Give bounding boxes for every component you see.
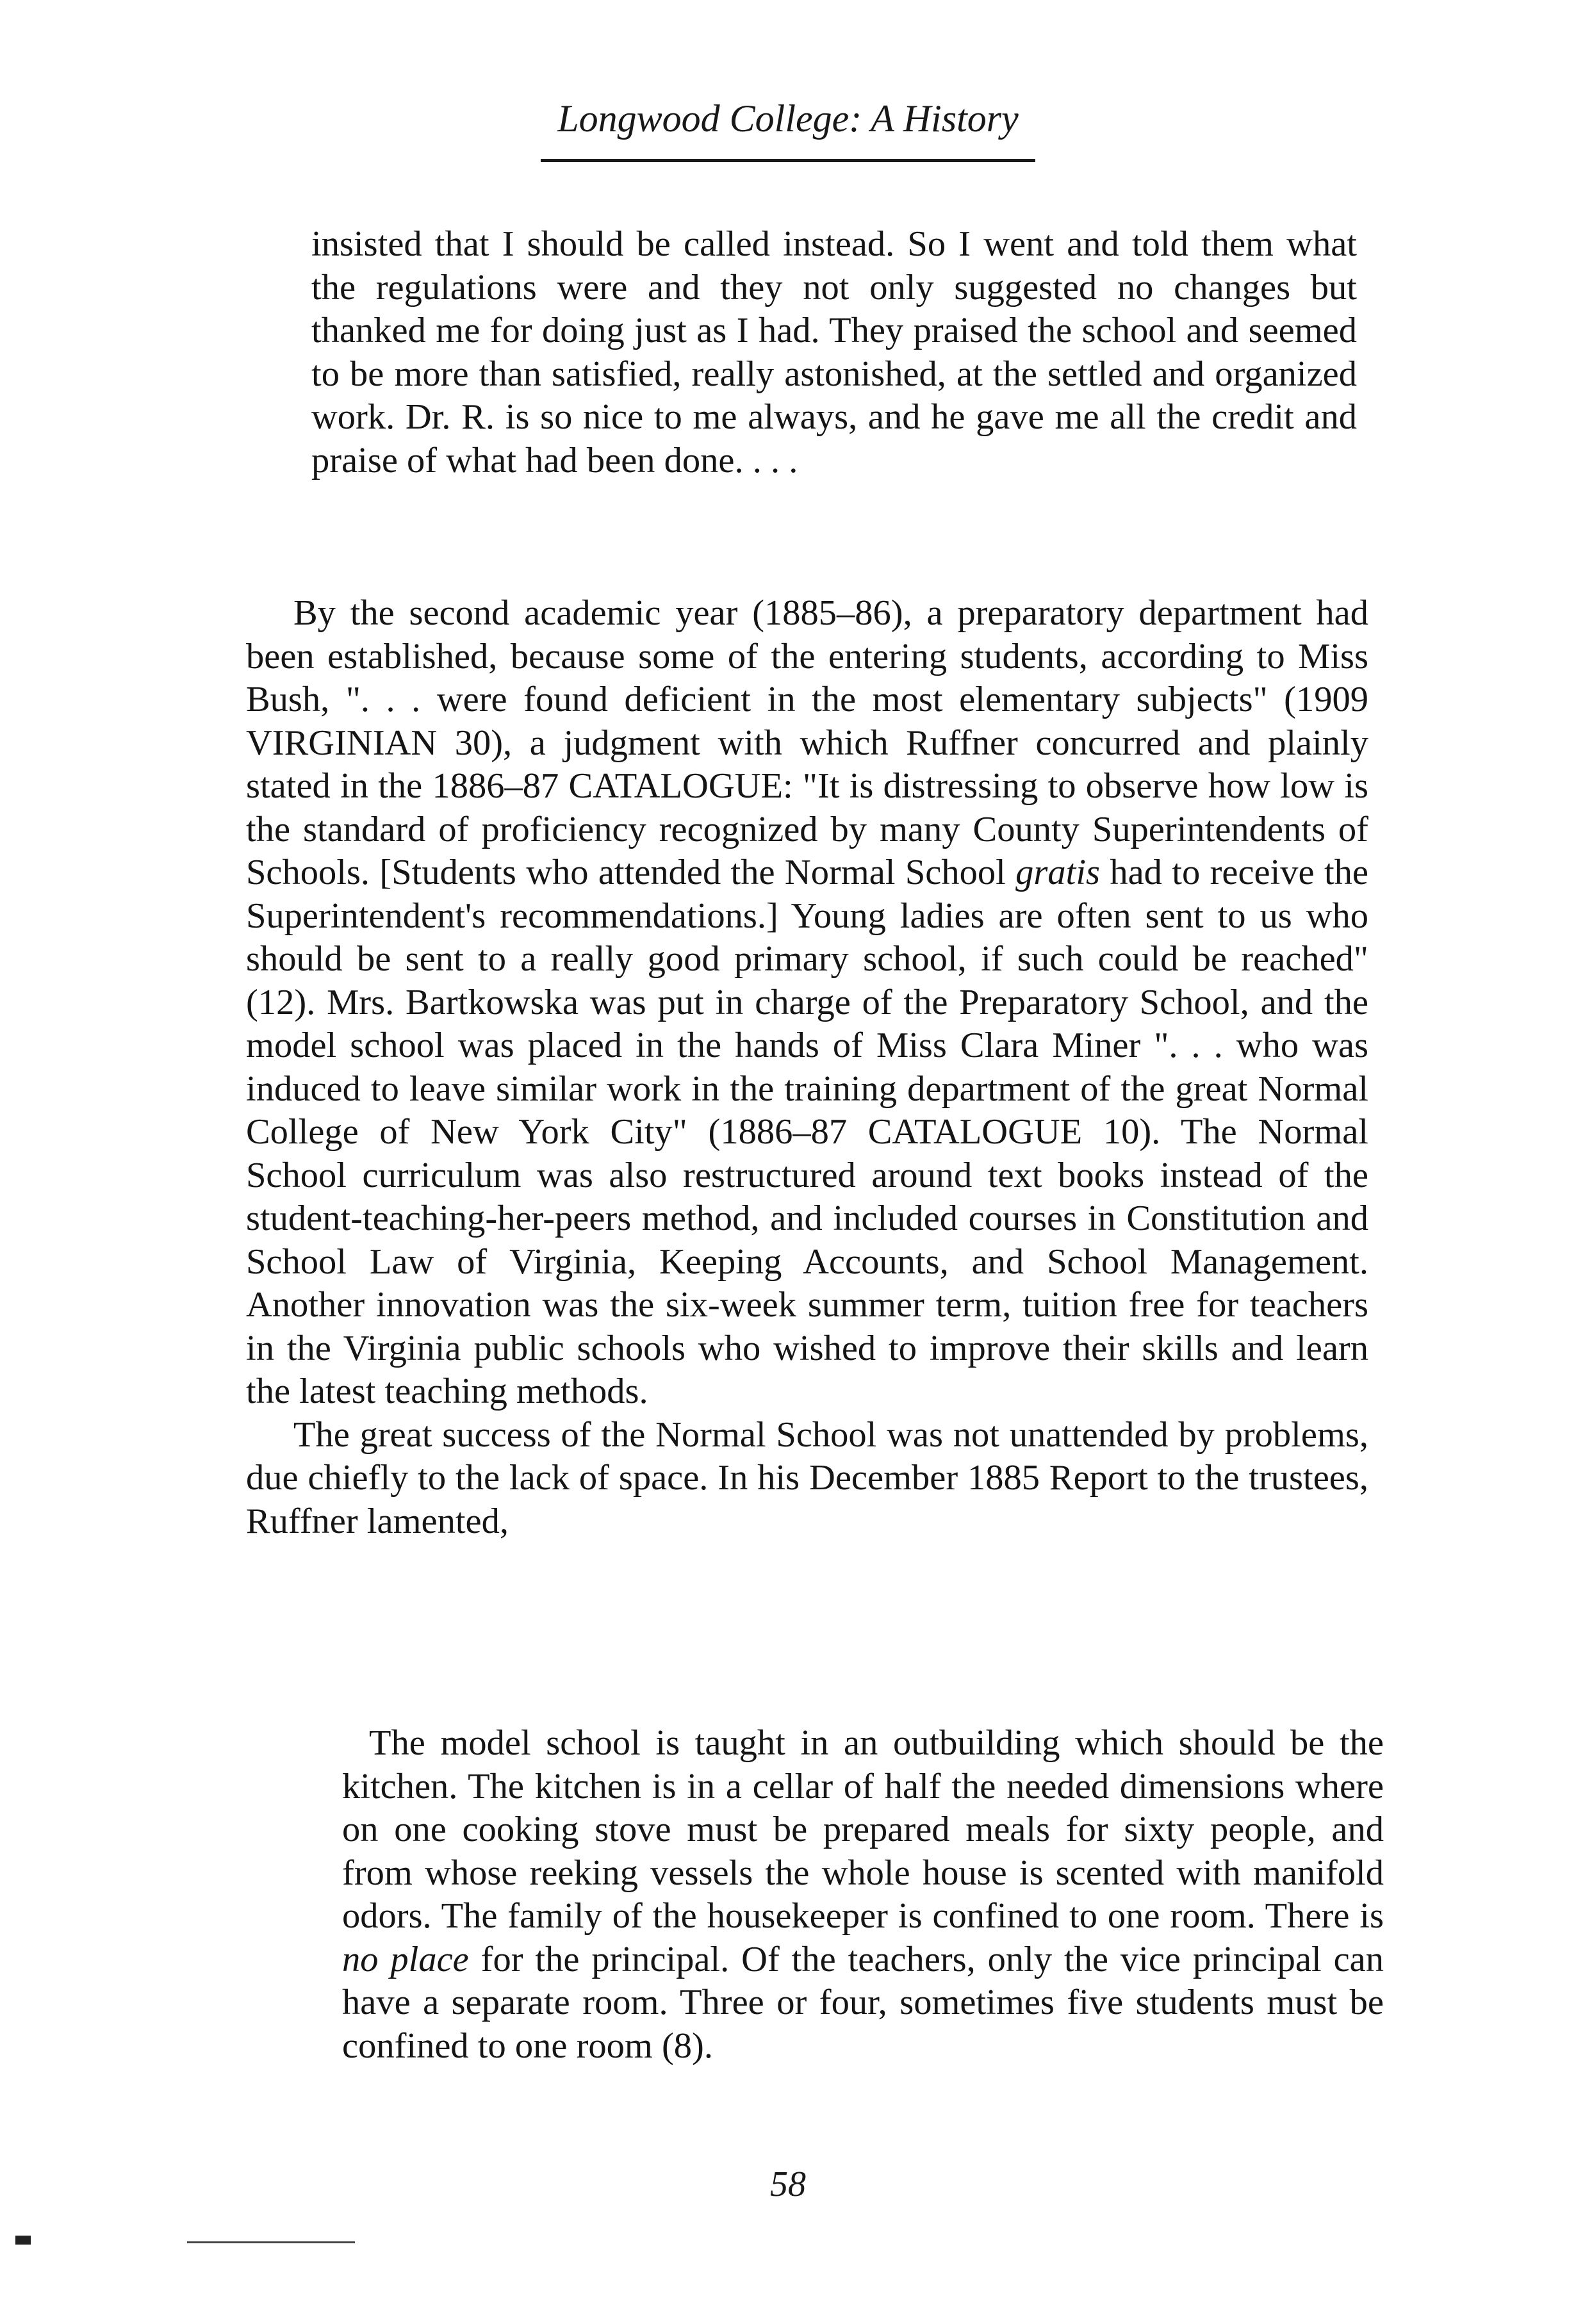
block-quote-bottom-part-1: The model school is taught in an outbuilding which should be the kitchen. The kitchen is in a cellar of half the needed dimensions where on one cooking stove must be prepared meals for sixty people, and from whose reeking vessels the whole house is scented with manifold odors. The family of the housekeeper is confined to one room. There is xyxy=(342,1723,1384,1936)
paragraph-1 xyxy=(246,592,1368,1414)
scan-artifact-rule xyxy=(187,2241,355,2243)
paragraph-2: The great success of the Normal School was not unattended by problems, due chiefly to the lack of space. In his December 1885 Report to the trustees, Ruffner lamented, xyxy=(246,1414,1368,1541)
block-quote-top xyxy=(311,223,1357,482)
paragraph-1-italic-term: gratis xyxy=(1015,853,1101,892)
block-quote-bottom-part-2: for the principal. Of the teachers, only the vice principal can have a separate room. Three or four, sometimes five students must be confined to one room (8). xyxy=(342,1939,1384,2066)
block-quote-bottom-text xyxy=(342,1722,1384,2068)
block-quote-bottom-italic-term: no place xyxy=(342,1939,469,1979)
scan-artifact-mark xyxy=(15,2236,31,2245)
paragraph-1-part-2: had to receive the Superintendent's recommendations.] Young ladies are often sent to us who should be sent to a really good primary school, if such could be reached" (12). Mrs. Bartkowska was put in charge of the Preparatory School, and the model school was placed in the hands of Miss Clara Miner ". . . who was induced to leave similar work in the training department of the great Normal College of New York City" (1886–87 CATALOGUE 10). The Normal School curriculum was also restructured around text books instead of the student-teaching-her-peers method, and included courses in Constitution and School Law of Virginia, Keeping Accounts, and School Management. Another innovation was the six-week summer term, tuition free for teachers in the Virginia public schools who wished to improve their skills and learn the latest teaching methods. xyxy=(246,853,1369,1411)
running-head: Longwood College: A History xyxy=(557,97,1019,140)
block-quote-bottom xyxy=(342,1722,1384,2068)
block-quote-top-text: insisted that I should be called instead. So I went and told them what the regulations were and they not only suggested no changes but thanked me for doing just as I had. They praised the school and seemed to be more than satisfied, really astonished, at the settled and organized work. Dr. R. is so nice to me always, and he gave me all the credit and praise of what had been done. . . . xyxy=(311,224,1357,480)
paragraph-1-part-1: By the second academic year (1885–86), a preparatory department had been established, because some of the entering students, according to Miss Bush, ". . . were found deficient in the most elementary subjects" (1909 VIRGINIAN 30), a judgment with which Ruffner concurred and plainly stated in the 1886–87 CATALOGUE: "It is distressing to observe how low is the standard of proficiency recognized by many County Superintendents of Schools. [Students who attended the Normal School xyxy=(246,593,1368,892)
header-rule xyxy=(541,159,1035,162)
body-text xyxy=(246,592,1368,1543)
page-number: 58 xyxy=(770,2164,806,2204)
